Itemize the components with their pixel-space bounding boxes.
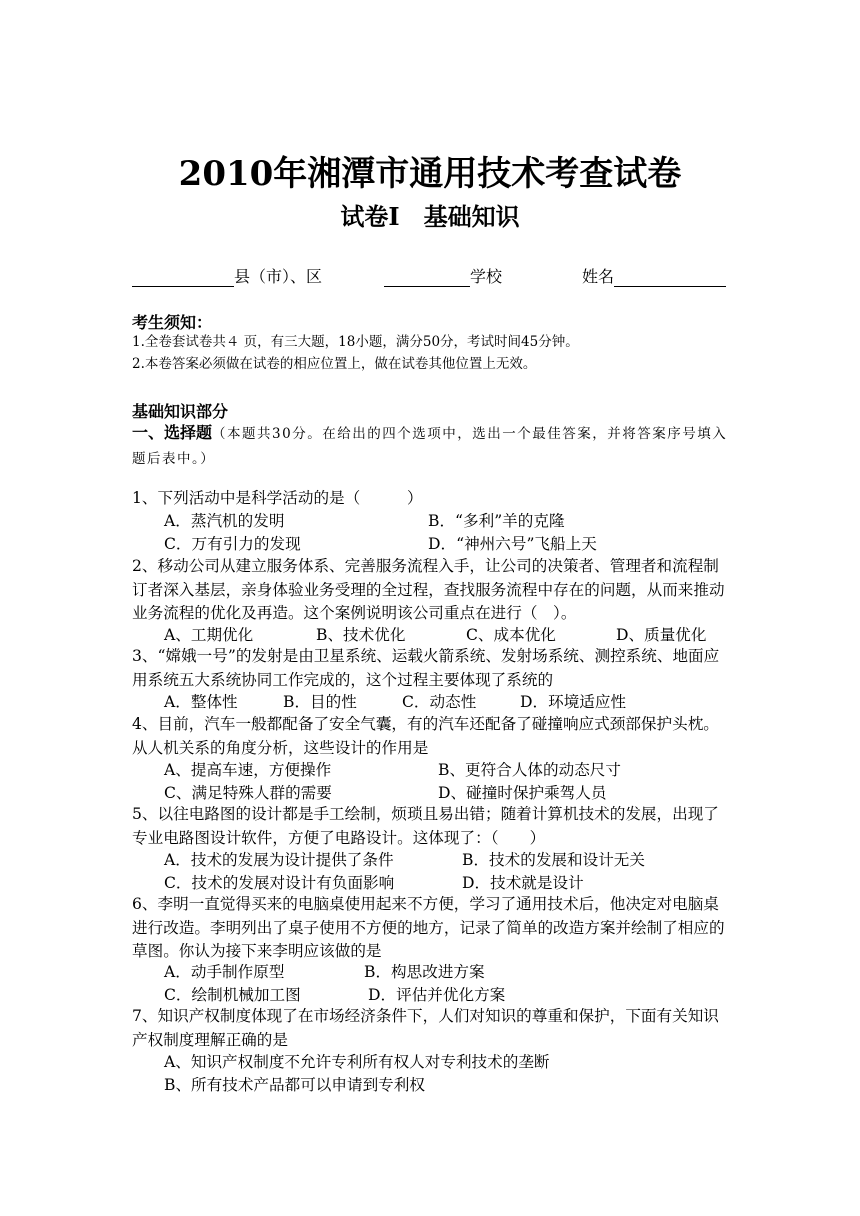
option[interactable]: B．构思改进方案 <box>364 963 485 981</box>
option[interactable]: B．目的性 <box>283 693 357 711</box>
county-blank[interactable] <box>132 268 234 287</box>
option[interactable]: A．蒸汽机的发明 <box>164 512 285 530</box>
student-info-line <box>132 262 732 290</box>
school-label: 学校 <box>470 267 503 286</box>
option[interactable]: B．技术的发展和设计无关 <box>462 851 645 869</box>
option[interactable]: D、碰撞时保护乘驾人员 <box>438 784 607 802</box>
option[interactable]: B．“多利”羊的克隆 <box>428 512 565 530</box>
question-stem: 2、移动公司从建立服务体系、完善服务流程入手，让公司的决策者、管理者和流程制订者深入基层，亲身体验业务受理的全过程，查找服务流程中存在的问题，从而来推动业务流程的优化及再造。这个案例说明该公司重点在进行（ ）。 <box>132 557 725 622</box>
option[interactable]: C．技术的发展对设计有负面影响 <box>164 874 395 892</box>
option[interactable]: C、满足特殊人群的需要 <box>164 784 332 802</box>
page-subtitle: 试卷Ⅰ 基础知识 <box>340 202 520 231</box>
option[interactable]: C．动态性 <box>402 693 477 711</box>
option[interactable]: D、质量优化 <box>616 626 707 644</box>
name-blank[interactable] <box>614 268 726 287</box>
option[interactable]: C．万有引力的发现 <box>164 535 301 553</box>
option[interactable]: A、提高车速，方便操作 <box>164 761 332 779</box>
question-stem: 4、目前，汽车一般都配备了安全气囊，有的汽车还配备了碰撞响应式颈部保护头枕。从人机关系的角度分析，这些设计的作用是 <box>132 715 719 757</box>
school-field[interactable] <box>384 264 502 287</box>
part1-intro <box>132 421 732 471</box>
option[interactable]: B、技术优化 <box>316 626 406 644</box>
option[interactable]: A、工期优化 <box>164 626 254 644</box>
name-field[interactable] <box>582 264 726 287</box>
question-stem: 5、以往电路图的设计都是手工绘制，烦琐且易出错；随着计算机技术的发展，出现了专业电路图设计软件，方便了电路设计。这体现了：（ ） <box>132 805 719 847</box>
option[interactable]: D．评估并优化方案 <box>368 986 506 1004</box>
option[interactable]: D．“神州六号”飞船上天 <box>428 535 597 553</box>
option[interactable]: A．技术的发展为设计提供了条件 <box>164 851 394 869</box>
notice-item: 1.全卷套试卷共４ 页，有三大题，18小题，满分50分，考试时间45分钟。 <box>132 334 579 350</box>
option[interactable]: B、所有技术产品都可以申请到专利权 <box>164 1076 425 1094</box>
option[interactable]: A．整体性 <box>164 693 238 711</box>
question-stem: 1、下列活动中是科学活动的是（ ） <box>132 489 423 507</box>
option[interactable]: D．技术就是设计 <box>462 874 584 892</box>
option[interactable]: C．绘制机械加工图 <box>164 986 301 1004</box>
section-heading: 基础知识部分 <box>132 402 229 421</box>
part1-desc: （本题共30分。在给出的四个选项中，选出一个最佳答案，并将答案序号填入题后表中。） <box>132 426 728 467</box>
question-stem: 6、李明一直觉得买来的电脑桌使用起来不方便，学习了通用技术后，他决定对电脑桌进行改造。李明列出了桌子使用不方便的地方，记录了简单的改造方案并绘制了相应的草图。你认为接下来李明应该做的是 <box>132 895 725 960</box>
question-stem: 7、知识产权制度体现了在市场经济条件下，人们对知识的尊重和保护，下面有关知识产权制度理解正确的是 <box>132 1007 719 1049</box>
name-label: 姓名 <box>582 267 615 286</box>
question-stem: 3、“嫦娥一号”的发射是由卫星系统、运载火箭系统、发射场系统、测控系统、地面应用系统五大系统协同工作完成的，这个过程主要体现了系统的 <box>132 647 720 689</box>
county-label: 县（市）、区 <box>234 267 323 286</box>
option[interactable]: D．环境适应性 <box>520 693 627 711</box>
school-blank[interactable] <box>384 268 470 287</box>
option[interactable]: C、成本优化 <box>466 626 556 644</box>
notice-heading: 考生须知： <box>132 313 213 332</box>
page-title: 2010年湘潭市通用技术考查试卷 <box>178 154 682 194</box>
county-field[interactable] <box>132 264 322 287</box>
notice-item: 2.本卷答案必须做在试卷的相应位置上，做在试卷其他位置上无效。 <box>132 356 537 372</box>
option[interactable]: A．动手制作原型 <box>164 963 285 981</box>
option[interactable]: A、知识产权制度不允许专利所有权人对专利技术的垄断 <box>164 1053 550 1071</box>
option[interactable]: B、更符合人体的动态尺寸 <box>438 761 621 779</box>
part1-lead: 一、选择题 <box>132 423 213 442</box>
